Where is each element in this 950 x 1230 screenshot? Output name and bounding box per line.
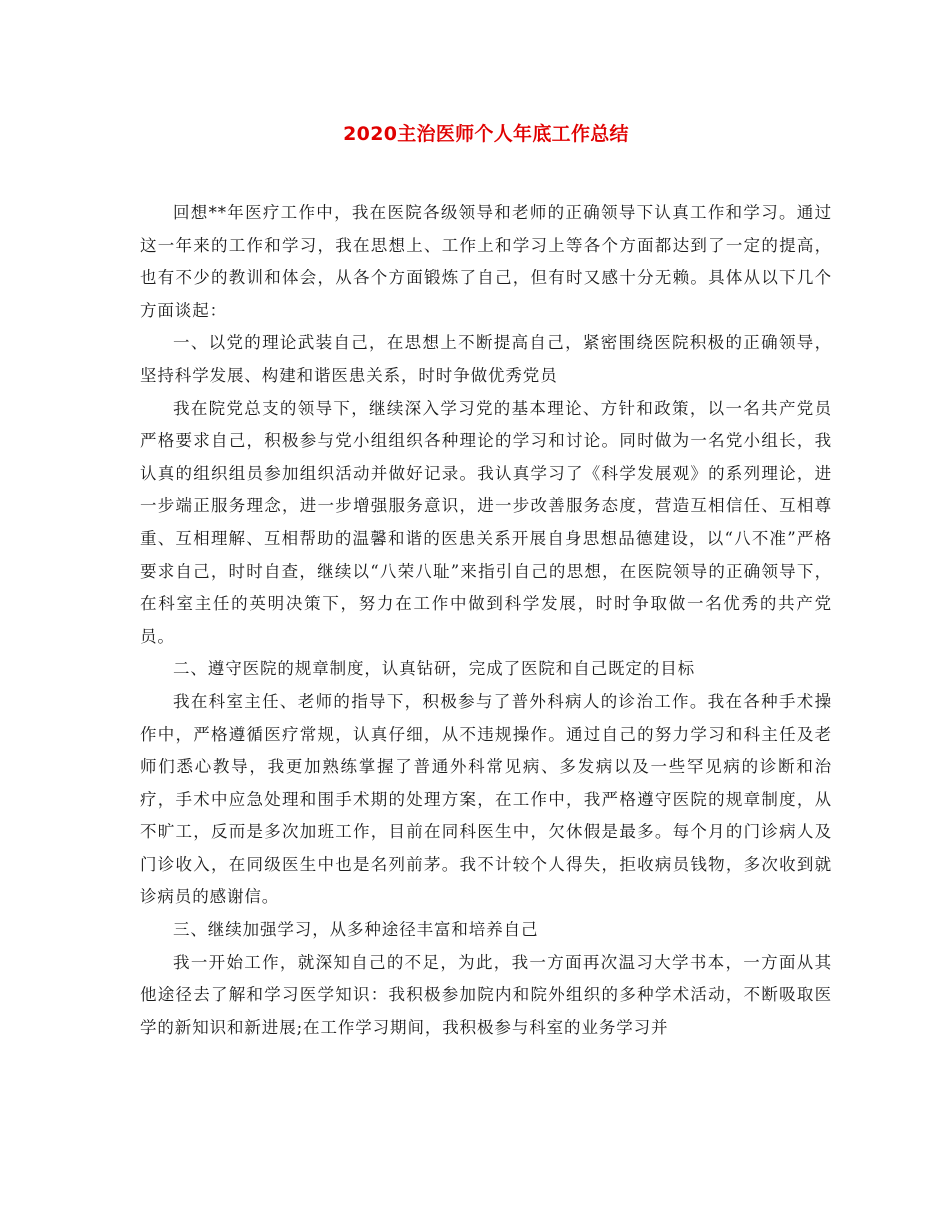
- paragraph-section-2: 我在科室主任、老师的指导下，积极参与了普外科病人的诊治工作。我在各种手术操作中，严格遵循医疗常规，认真仔细，从不违规操作。通过自己的努力学习和科主任及老师们悉心教导，我更加熟练掌握了普通外科常见病、多发病以及一些罕见病的诊断和治疗，手术中应急处理和围手术期的处理方案，在工作中，我严格遵守医院的规章制度，从不旷工，反而是多次加班工作，目前在同科医生中，欠休假是最多。每个月的门诊病人及门诊收入，在同级医生中也是名列前茅。我不计较个人得失，拒收病员钱物，多次收到就诊病员的感谢信。: [140, 691, 832, 907]
- section-heading-3: 三、继续加强学习，从多种途径丰富和培养自己: [173, 920, 539, 940]
- section-heading-1: 一、以党的理论武装自己，在思想上不断提高自己，紧密围绕医院积极的正确领导，坚持科学发展、构建和谐医患关系，时时争做优秀党员: [140, 333, 832, 385]
- paragraph-section-1: 我在院党总支的领导下，继续深入学习党的基本理论、方针和政策，以一名共产党员严格要求自己，积极参与党小组组织各种理论的学习和讨论。同时做为一名党小组长，我认真的组织组员参加组织活动并做好记录。我认真学习了《科学发展观》的系列理论，进一步端正服务理念，进一步增强服务意识，进一步改善服务态度，营造互相信任、互相尊重、互相理解、互相帮助的温馨和谐的医患关系开展自身思想品德建设，以“八不准”严格要求自己，时时自查，继续以“八荣八耻”来指引自己的思想，在医院领导的正确领导下，在科室主任的英明决策下，努力在工作中做到科学发展，时时争取做一名优秀的共产党员。: [140, 398, 832, 646]
- paragraph-intro: 回想**年医疗工作中，我在医院各级领导和老师的正确领导下认真工作和学习。通过这一年来的工作和学习，我在思想上、工作上和学习上等各个方面都达到了一定的提高，也有不少的教训和体会，从各个方面锻炼了自己，但有时又感十分无赖。具体从以下几个方面谈起：: [140, 203, 832, 320]
- document-title: 2020主治医师个人年底工作总结: [343, 123, 629, 145]
- paragraph-section-3: 我一开始工作，就深知自己的不足，为此，我一方面再次温习大学书本，一方面从其他途径去了解和学习医学知识：我积极参加院内和院外组织的多种学术活动，不断吸取医学的新知识和新进展;在工作学习期间，我积极参与科室的业务学习并: [140, 952, 832, 1037]
- section-heading-2: 二、遵守医院的规章制度，认真钻研，完成了医院和自己既定的目标: [173, 659, 695, 679]
